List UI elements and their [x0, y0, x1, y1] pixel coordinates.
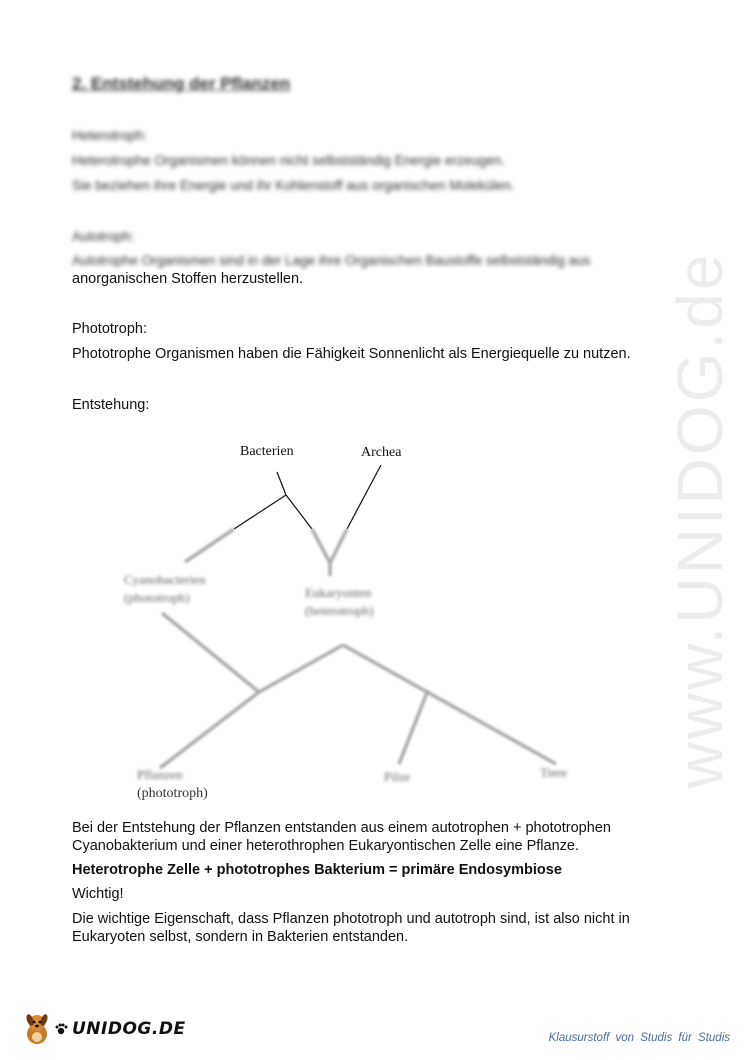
heterotroph-heading: Heterotroph: — [72, 128, 148, 143]
tree-line-bacterien-left — [234, 495, 286, 529]
conclusion-line-4: Eukaryoten selbst, sondern in Bakterien entstanden. — [72, 929, 409, 945]
page-title: 2. Entstehung der Pflanzen — [72, 74, 291, 93]
label-eukaryonten-2: (heterotroph) — [305, 603, 374, 618]
logo-text: UNIDOG.DE — [72, 1019, 186, 1039]
heterotroph-line-1: Heterotrophe Organismen können nicht selbstständig Energie erzeugen. — [72, 153, 506, 168]
conclusion-line-1: Bei der Entstehung der Pflanzen entstanden aus einem autotrophen + phototrophen — [72, 820, 611, 836]
tree-line-pflanzen — [160, 692, 259, 768]
tree-line-pilze — [399, 690, 428, 764]
dog-mascot-icon — [22, 1012, 52, 1046]
tree-line-euk-right — [330, 529, 347, 563]
autotroph-heading: Autotroph: — [72, 229, 135, 244]
label-cyano-1: Cyanobacterien — [124, 572, 206, 587]
label-bacterien: Bacterien — [240, 444, 294, 459]
tree-line-euk-to-plant — [259, 645, 343, 692]
tree-line-bacterien-stem — [277, 472, 286, 495]
label-pflanzen-1: Pflanzen — [137, 767, 183, 782]
entstehung-heading: Entstehung: — [72, 397, 150, 413]
tree-line-tiere — [343, 645, 556, 764]
paw-icon — [54, 1022, 68, 1036]
conclusion-line-2: Cyanobakterium und einer heterothrophen Eukaryontischen Zelle eine Pflanze. — [72, 838, 580, 854]
tree-lines-sharp — [234, 465, 381, 529]
tree-line-cyano-to-plant — [162, 613, 259, 692]
label-eukaryonten-1: Eukaryonten — [305, 585, 372, 600]
tree-line-cyano — [185, 529, 234, 562]
label-pflanzen-2: (phototroph) — [137, 786, 208, 801]
wichtig-label: Wichtig! — [72, 886, 124, 902]
conclusion-bold-line: Heterotrophe Zelle + phototrophes Bakterium = primäre Endosymbiose — [72, 862, 562, 878]
watermark-text: www.UNIDOG.de — [664, 251, 736, 789]
label-cyano-2: (phototroph) — [124, 590, 190, 605]
autotroph-line-2: anorganischen Stoffen herzustellen. — [72, 271, 304, 287]
label-tiere: Tiere — [540, 765, 567, 780]
tree-lines-blurred — [160, 529, 556, 768]
tree-line-archea — [347, 465, 381, 529]
footer-tagline: Klausurstoff von Studis für Studis — [548, 1032, 730, 1044]
heterotroph-line-2: Sie beziehen ihre Energie und ihr Kohlenstoff aus organischen Molekülen. — [72, 178, 515, 193]
label-archea: Archea — [361, 445, 402, 460]
label-pilze: Pilze — [384, 769, 410, 784]
conclusion-line-3: Die wichtige Eigenschaft, dass Pflanzen phototroph und autotroph sind, ist also nicht in — [72, 911, 630, 927]
footer-logo[interactable] — [22, 1012, 186, 1046]
phototroph-line: Phototrophe Organismen haben die Fähigkeit Sonnenlicht als Energiequelle zu nutzen. — [72, 346, 631, 362]
tree-line-bacterien-right — [286, 495, 312, 529]
tree-line-euk-left — [312, 529, 330, 563]
autotroph-line-1: Autotrophe Organismen sind in der Lage ihre Organischen Baustoffe selbstständig aus — [72, 253, 591, 268]
phototroph-heading: Phototroph: — [72, 321, 147, 337]
